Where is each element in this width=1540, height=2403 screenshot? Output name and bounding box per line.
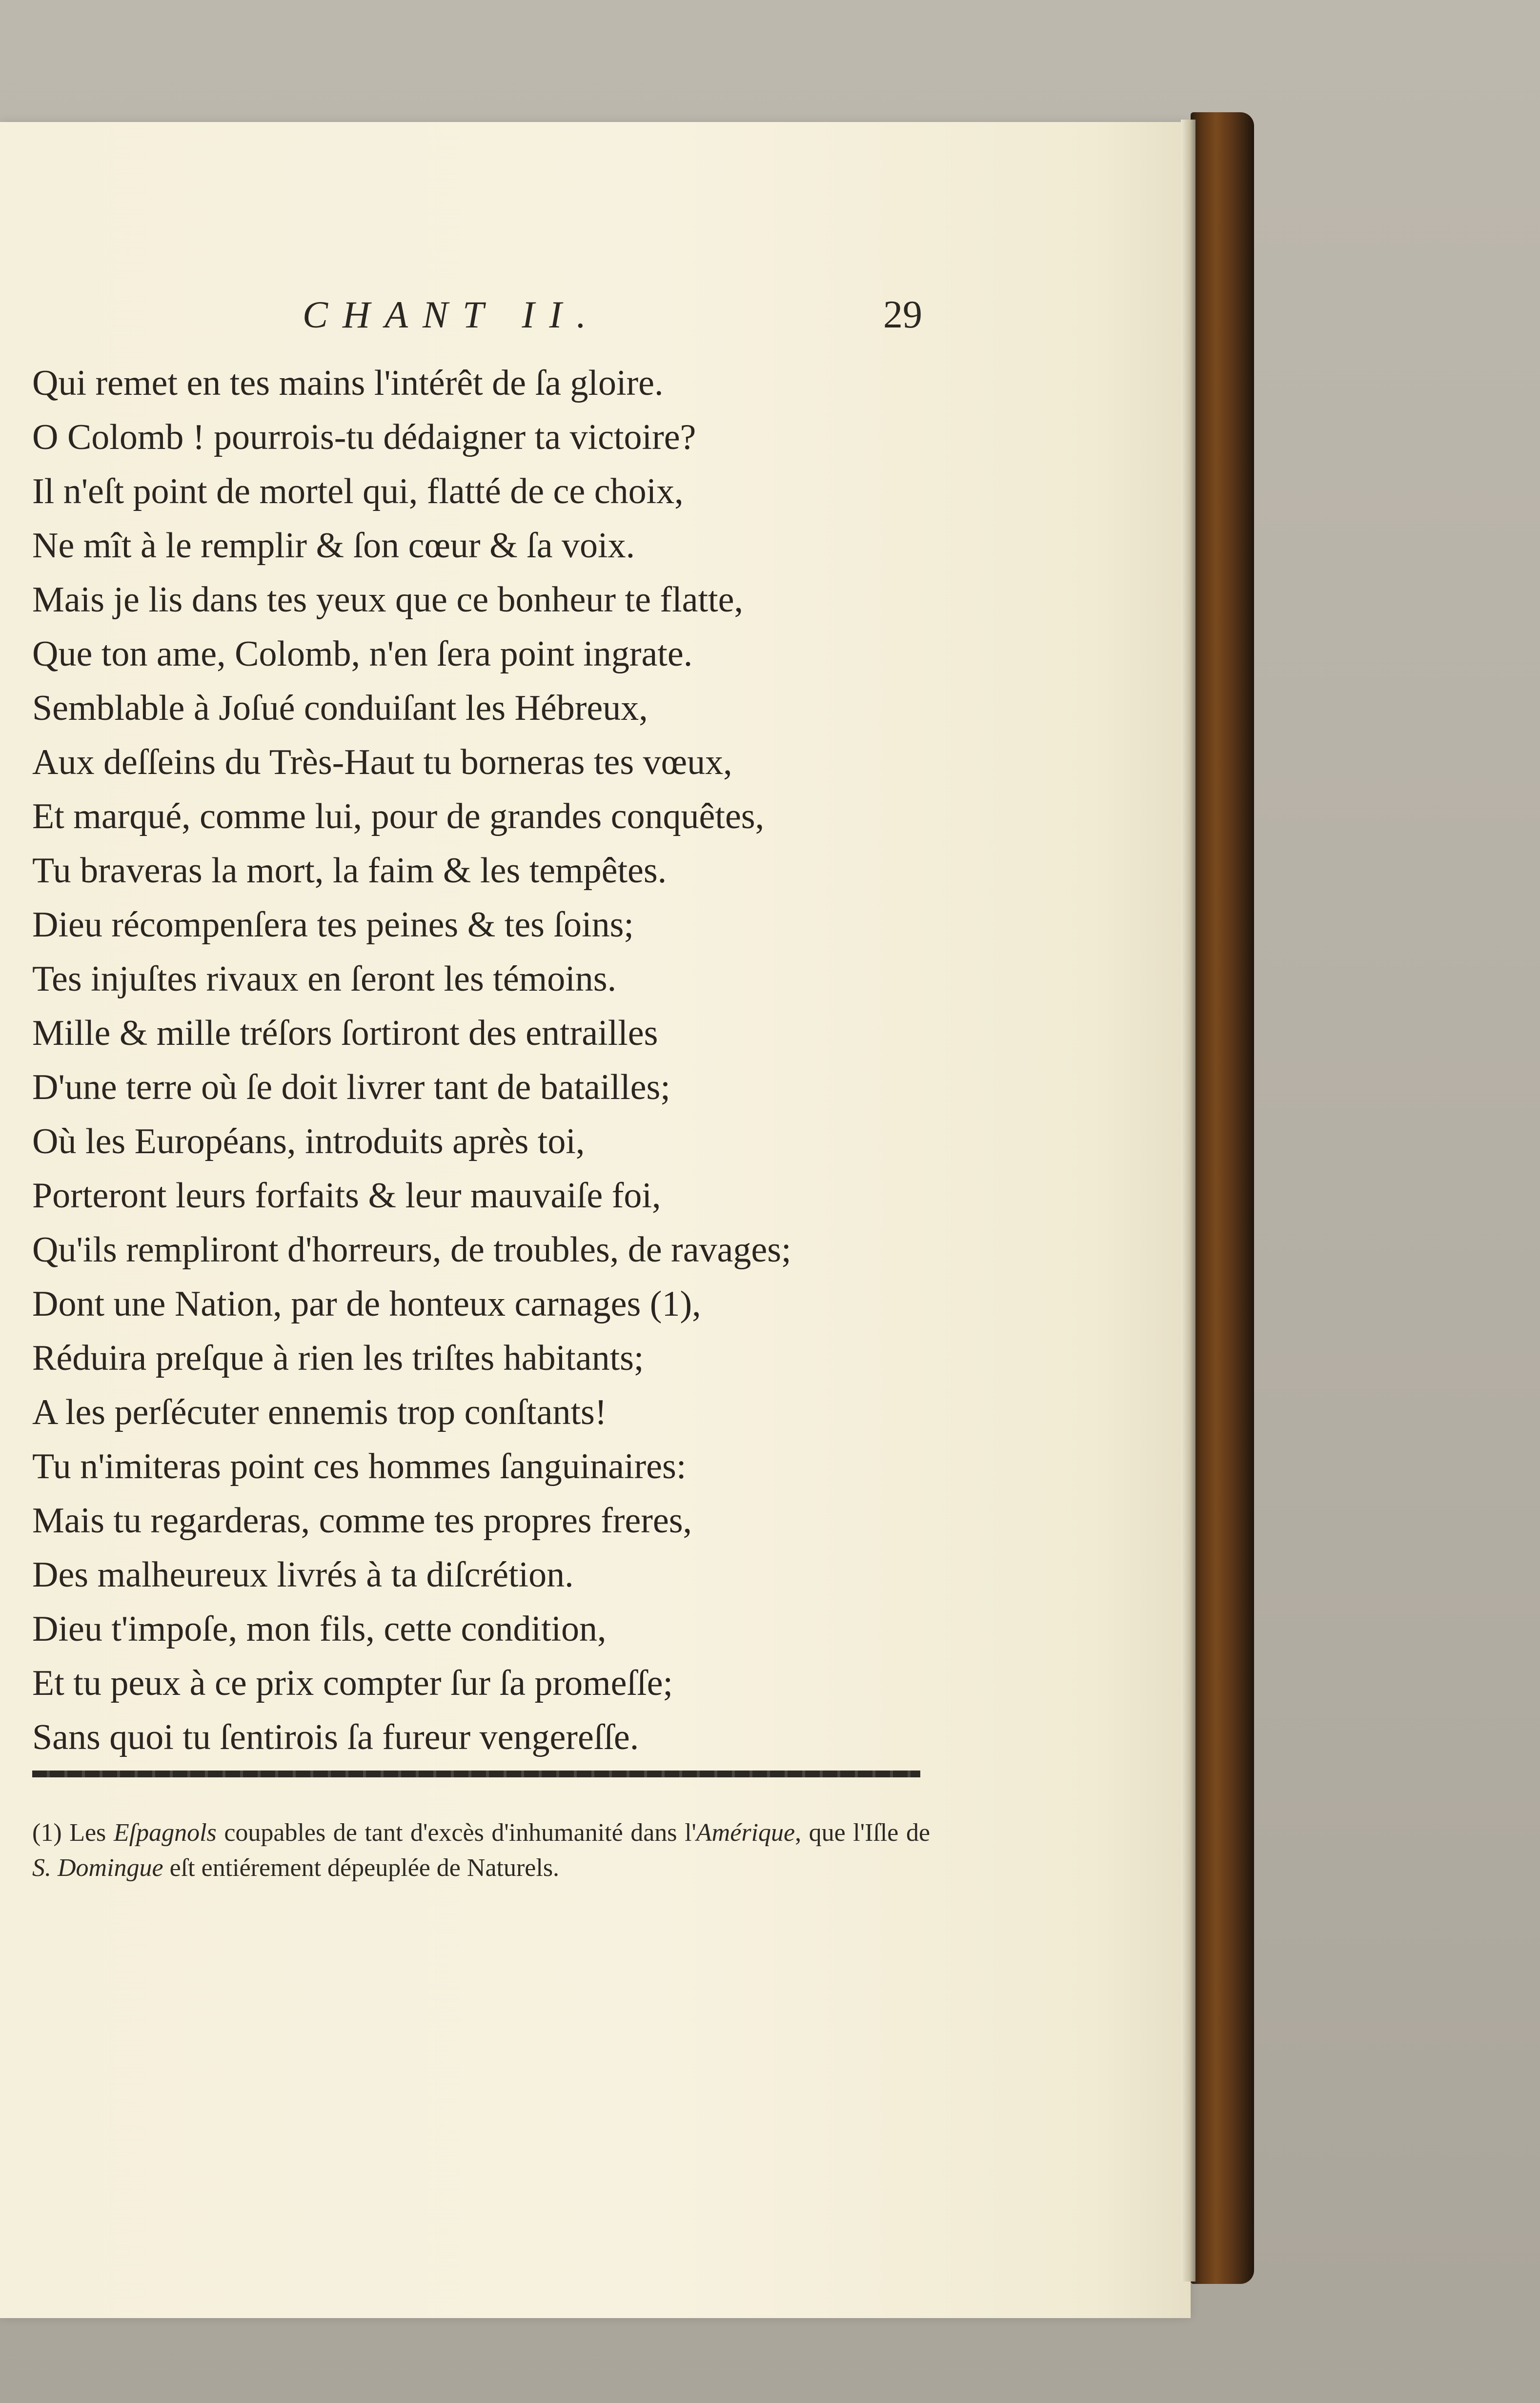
footnote-italic: S. Domingue	[32, 1854, 163, 1882]
verse-line: Où les Européans, introduits après toi,	[32, 1121, 585, 1161]
page-edge	[1181, 120, 1196, 2281]
verse-line: Tu n'imiteras point ces hommes ſanguinaires:	[32, 1446, 687, 1487]
verse-line: Mille & mille tréſors ſortiront des entrailles	[32, 1013, 658, 1053]
verse-line: O Colomb ! pourrois-tu dédaigner ta victoire?	[32, 417, 696, 457]
verse-line: Réduira preſque à rien les triſtes habitants;	[32, 1338, 644, 1378]
running-head-title: CHANT II.	[303, 293, 601, 336]
page-number: 29	[883, 293, 922, 336]
verse-line: Aux deſſeins du Très-Haut tu borneras tes vœux,	[32, 742, 732, 782]
verse-line: Mais je lis dans tes yeux que ce bonheur te flatte,	[32, 580, 743, 620]
verse-line: Dont une Nation, par de honteux carnages (1),	[32, 1284, 701, 1324]
verse-line: Ne mît à le remplir & ſon cœur & ſa voix.	[32, 526, 635, 566]
footnote-text: , que l'Iſle de	[795, 1819, 931, 1847]
verse-line: D'une terre où ſe doit livrer tant de batailles;	[32, 1067, 670, 1107]
footnote	[32, 1815, 930, 1886]
verse-line: Que ton ame, Colomb, n'en ſera point ingrate.	[32, 634, 693, 674]
verse-line: Tu braveras la mort, la faim & les tempêtes.	[32, 851, 667, 891]
verse-line: Mais tu regarderas, comme tes propres freres,	[32, 1501, 692, 1541]
verse-line: Et tu peux à ce prix compter ſur ſa promeſſe;	[32, 1663, 673, 1703]
verse-line: Sans quoi tu ſentirois ſa fureur vengereſſe.	[32, 1717, 639, 1757]
footnote-text: eſt entiérement dépeuplée de Naturels.	[169, 1854, 560, 1882]
verse-line: Qu'ils rempliront d'horreurs, de troubles, de ravages;	[32, 1230, 791, 1270]
verse-block	[32, 356, 950, 1765]
verse-line: A les perſécuter ennemis trop conſtants!	[32, 1392, 607, 1432]
verse-line: Dieu récompenſera tes peines & tes ſoins;	[32, 905, 634, 945]
verse-line: Et marqué, comme lui, pour de grandes conquêtes,	[32, 796, 765, 836]
book-spine	[1191, 112, 1254, 2284]
footnote-italic: Amérique	[696, 1819, 795, 1847]
verse-line: Il n'eſt point de mortel qui, flatté de ce choix,	[32, 471, 684, 511]
footnote-rule	[32, 1771, 920, 1777]
footnote-text: coupables de tant d'excès d'inhumanité dans l'	[224, 1819, 696, 1847]
verse-line: Porteront leurs forfaits & leur mauvaiſe foi,	[32, 1176, 661, 1216]
verse-line: Dieu t'impoſe, mon fils, cette condition,	[32, 1609, 607, 1649]
verse-line: Des malheureux livrés à ta diſcrétion.	[32, 1555, 574, 1595]
verse-line: Semblable à Joſué conduiſant les Hébreux,	[32, 688, 648, 728]
footnote-text: Les	[69, 1819, 106, 1847]
verse-line: Qui remet en tes mains l'intérêt de ſa gloire.	[32, 363, 664, 403]
footnote-italic: Eſpagnols	[113, 1819, 217, 1847]
footnote-marker: (1)	[32, 1819, 62, 1847]
verse-line: Tes injuſtes rivaux en ſeront les témoins.	[32, 959, 617, 999]
